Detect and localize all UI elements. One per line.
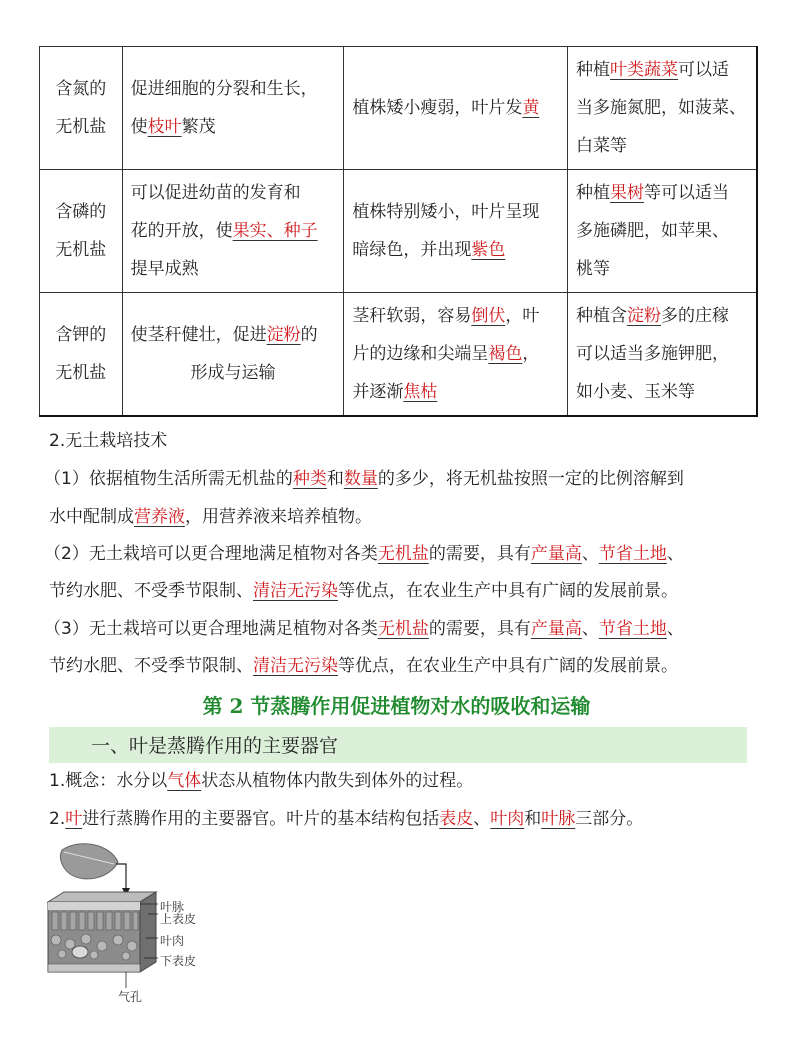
highlight-term: 叶类蔬菜	[610, 60, 679, 80]
highlight-term: 叶	[65, 809, 83, 829]
highlight-term: 产量高	[530, 619, 582, 639]
highlight-term: 叶脉	[541, 809, 576, 829]
highlight-term: 无机盐	[377, 544, 429, 564]
subsection-band	[49, 727, 747, 763]
highlight-term: 叶肉	[490, 809, 525, 829]
highlight-term: 清洁无污染	[253, 656, 338, 676]
highlight-term: 淀粉	[266, 325, 301, 345]
application-cell: 种植果树等可以适当 多施磷肥，如苹果、 桃等	[568, 170, 757, 293]
paragraph-line: （1）依据植物生活所需无机盐的种类和数量的多少，将无机盐按照一定的比例溶解到	[44, 469, 684, 489]
paragraph-line: 节约水肥、不受季节限制、清洁无污染等优点，在农业生产中具有广阔的发展前景。	[49, 656, 678, 676]
highlight-term: 清洁无污染	[253, 581, 338, 601]
function-cell: 可以促进幼苗的发育和 花的开放，使果实、种子 提早成熟	[122, 170, 344, 293]
label-mesophyll: 叶肉	[160, 934, 185, 948]
highlight-term: 气体	[167, 771, 202, 791]
table-row	[40, 170, 758, 293]
highlight-term: 节省土地	[598, 619, 667, 639]
paragraph-line: （3）无土栽培可以更合理地满足植物对各类无机盐的需要，具有产量高、节省土地、	[44, 619, 684, 639]
section-title: 第 2 节蒸腾作用促进植物对水的吸收和运输	[202, 694, 591, 718]
function-cell: 使茎秆健壮，促进淀粉的 形成与运输	[122, 293, 344, 417]
highlight-term: 产量高	[530, 544, 582, 564]
highlight-term: 节省土地	[598, 544, 667, 564]
salt-name-cell	[40, 47, 123, 170]
label-lower-epidermis: 下表皮	[160, 954, 197, 968]
subsection-title: 一、叶是蒸腾作用的主要器官	[91, 735, 339, 757]
paragraph-line: 节约水肥、不受季节限制、清洁无污染等优点，在农业生产中具有广阔的发展前景。	[49, 581, 678, 601]
function-cell: 促进细胞的分裂和生长， 使枝叶繁茂	[122, 47, 344, 170]
table-row	[40, 293, 758, 417]
label-vein: 叶脉	[160, 900, 185, 914]
salt-name-cell	[40, 293, 123, 417]
salt-name-cell	[40, 170, 123, 293]
concept-line: 1.概念：水分以气体状态从植物体内散失到体外的过程。	[49, 771, 474, 791]
symptom-cell: 茎秆软弱，容易倒伏，叶 片的边缘和尖端呈褐色， 并逐渐焦枯	[344, 293, 568, 417]
highlight-term: 果实、种子	[232, 221, 318, 241]
highlight-term: 褐色	[488, 344, 523, 364]
mineral-salt-table	[39, 46, 758, 417]
highlight-term: 无机盐	[377, 619, 429, 639]
table-row	[40, 47, 758, 170]
highlight-term: 黄	[522, 98, 540, 118]
salt-name: 含磷的	[55, 202, 107, 222]
highlight-term: 表皮	[439, 809, 474, 829]
salt-name: 无机盐	[55, 117, 107, 137]
highlight-term: 淀粉	[627, 306, 662, 326]
soilless-title: 2.无土栽培技术	[49, 431, 168, 451]
highlight-term: 紫色	[471, 240, 506, 260]
application-cell: 种植含淀粉多的庄稼 可以适当多施钾肥， 如小麦、玉米等	[568, 293, 757, 417]
highlight-term: 种类	[292, 469, 327, 489]
highlight-term: 果树	[610, 183, 645, 203]
salt-name: 含钾的	[55, 325, 107, 345]
highlight-term: 营养液	[134, 507, 185, 527]
paragraph-line: 水中配制成营养液，用营养液来培养植物。	[49, 507, 372, 527]
symptom-cell: 植株矮小瘦弱，叶片发黄	[344, 47, 568, 170]
leaf-cross-section-figure	[40, 840, 210, 1010]
salt-name: 含氮的	[55, 79, 107, 99]
highlight-term: 倒伏	[471, 306, 506, 326]
salt-name: 无机盐	[55, 240, 107, 260]
highlight-term: 数量	[343, 469, 378, 489]
symptom-cell: 植株特别矮小，叶片呈现 暗绿色，并出现紫色	[344, 170, 568, 293]
label-upper-epidermis: 上表皮	[160, 912, 197, 926]
salt-name: 无机盐	[55, 363, 107, 383]
leaf-structure-line: 2.叶进行蒸腾作用的主要器官。叶片的基本结构包括表皮、叶肉和叶脉三部分。	[49, 809, 644, 829]
paragraph-line: （2）无土栽培可以更合理地满足植物对各类无机盐的需要，具有产量高、节省土地、	[44, 544, 684, 564]
highlight-term: 焦枯	[403, 382, 438, 402]
highlight-term: 枝叶	[147, 117, 182, 137]
application-cell: 种植叶类蔬菜可以适 当多施氮肥，如菠菜、 白菜等	[568, 47, 757, 170]
label-stomata: 气孔	[118, 990, 143, 1004]
